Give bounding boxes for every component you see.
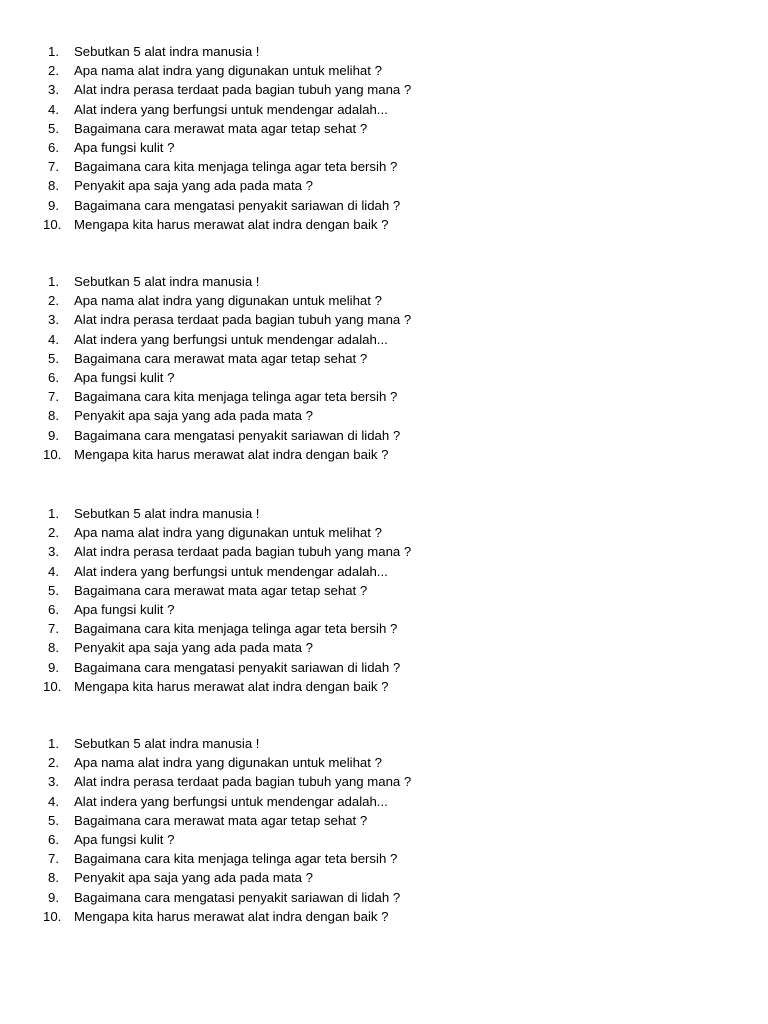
item-number: 5.: [48, 120, 59, 136]
item-text: Apa fungsi kulit ?: [74, 369, 175, 385]
item-text: Sebutkan 5 alat indra manusia !: [74, 44, 260, 59]
question-list-4: [43, 734, 728, 926]
item-text: Bagaimana cara mengatasi penyakit sariawan di lidah ?: [74, 427, 401, 443]
item-number: 6.: [48, 831, 59, 847]
question-list-2: [43, 272, 728, 464]
item-text: Bagaimana cara merawat mata agar tetap sehat ?: [74, 812, 368, 828]
list-item: [48, 387, 728, 406]
item-text: Penyakit apa saja yang ada pada mata ?: [74, 870, 314, 886]
list-item: [48, 868, 728, 887]
list-item: [48, 888, 728, 907]
list-item: [48, 542, 728, 561]
item-text: Penyakit apa saja yang ada pada mata ?: [74, 408, 314, 424]
list-item: [48, 658, 728, 677]
list-item: [48, 772, 728, 791]
list-item: [48, 406, 728, 425]
item-text: Apa nama alat indra yang digunakan untuk melihat ?: [74, 293, 382, 309]
item-text: Apa fungsi kulit ?: [74, 139, 175, 155]
item-text: Alat indera yang berfungsi untuk mendengar adalah...: [74, 331, 388, 347]
item-number: 5.: [48, 582, 59, 598]
item-text: Apa nama alat indra yang digunakan untuk melihat ?: [74, 755, 382, 771]
list-item: [48, 562, 728, 581]
question-list-3: [43, 504, 728, 696]
item-text: Bagaimana cara mengatasi penyakit sariawan di lidah ?: [74, 659, 401, 675]
item-text: Penyakit apa saja yang ada pada mata ?: [74, 640, 314, 656]
item-number: 10.: [43, 678, 62, 694]
item-number: 1.: [48, 44, 59, 59]
item-text: Apa fungsi kulit ?: [74, 601, 175, 617]
list-item: [48, 138, 728, 157]
item-number: 4.: [48, 331, 59, 347]
item-number: 6.: [48, 601, 59, 617]
item-text: Mengapa kita harus merawat alat indra dengan baik ?: [74, 678, 389, 694]
numbered-list: [43, 734, 728, 926]
item-text: Alat indra perasa terdaat pada bagian tubuh yang mana ?: [74, 544, 412, 560]
item-number: 7.: [48, 851, 59, 867]
item-number: 8.: [48, 178, 59, 194]
item-number: 4.: [48, 793, 59, 809]
list-item: [43, 907, 728, 926]
item-text: Penyakit apa saja yang ada pada mata ?: [74, 178, 314, 194]
list-item: [43, 677, 728, 696]
item-text: Bagaimana cara merawat mata agar tetap sehat ?: [74, 582, 368, 598]
item-number: 10.: [43, 908, 62, 924]
list-item: [48, 504, 728, 523]
list-item: [48, 330, 728, 349]
item-text: Alat indra perasa terdaat pada bagian tubuh yang mana ?: [74, 82, 412, 98]
item-number: 10.: [43, 216, 62, 232]
item-number: 3.: [48, 82, 59, 98]
item-number: 1.: [48, 736, 59, 751]
item-number: 7.: [48, 159, 59, 175]
item-text: Alat indera yang berfungsi untuk mendengar adalah...: [74, 563, 388, 579]
item-text: Alat indera yang berfungsi untuk mendengar adalah...: [74, 793, 388, 809]
item-number: 4.: [48, 563, 59, 579]
numbered-list: [43, 42, 728, 234]
item-number: 3.: [48, 774, 59, 790]
item-number: 1.: [48, 274, 59, 289]
item-number: 7.: [48, 621, 59, 637]
item-number: 7.: [48, 389, 59, 405]
item-number: 6.: [48, 369, 59, 385]
list-item: [48, 61, 728, 80]
item-number: 3.: [48, 544, 59, 560]
item-text: Apa nama alat indra yang digunakan untuk melihat ?: [74, 63, 382, 79]
item-number: 4.: [48, 101, 59, 117]
list-item: [48, 581, 728, 600]
list-item: [48, 523, 728, 542]
item-number: 3.: [48, 312, 59, 328]
item-number: 9.: [48, 427, 59, 443]
item-text: Apa fungsi kulit ?: [74, 831, 175, 847]
list-item: [48, 157, 728, 176]
list-item: [48, 368, 728, 387]
list-item: [48, 734, 728, 753]
item-text: Bagaimana cara kita menjaga telinga agar teta bersih ?: [74, 159, 398, 175]
item-number: 2.: [48, 63, 59, 79]
list-item: [48, 600, 728, 619]
item-text: Bagaimana cara merawat mata agar tetap sehat ?: [74, 120, 368, 136]
item-text: Sebutkan 5 alat indra manusia !: [74, 274, 260, 289]
numbered-list: [43, 504, 728, 696]
item-text: Mengapa kita harus merawat alat indra dengan baik ?: [74, 908, 389, 924]
item-text: Alat indra perasa terdaat pada bagian tubuh yang mana ?: [74, 312, 412, 328]
list-item: [48, 42, 728, 61]
item-number: 9.: [48, 889, 59, 905]
item-number: 5.: [48, 812, 59, 828]
item-number: 8.: [48, 408, 59, 424]
list-item: [48, 272, 728, 291]
list-item: [48, 811, 728, 830]
list-item: [48, 426, 728, 445]
item-number: 2.: [48, 293, 59, 309]
item-number: 10.: [43, 446, 62, 462]
list-item: [48, 100, 728, 119]
list-item: [48, 619, 728, 638]
item-text: Bagaimana cara kita menjaga telinga agar teta bersih ?: [74, 851, 398, 867]
item-text: Apa nama alat indra yang digunakan untuk melihat ?: [74, 525, 382, 541]
list-item: [48, 849, 728, 868]
list-item: [48, 291, 728, 310]
item-number: 1.: [48, 506, 59, 521]
numbered-list: [43, 272, 728, 464]
list-item: [48, 196, 728, 215]
item-text: Alat indera yang berfungsi untuk mendengar adalah...: [74, 101, 388, 117]
item-number: 5.: [48, 350, 59, 366]
item-number: 8.: [48, 870, 59, 886]
item-text: Sebutkan 5 alat indra manusia !: [74, 736, 260, 751]
item-text: Mengapa kita harus merawat alat indra dengan baik ?: [74, 446, 389, 462]
list-item: [48, 176, 728, 195]
list-item: [43, 215, 728, 234]
question-list-1: [43, 42, 728, 234]
list-item: [48, 349, 728, 368]
item-text: Bagaimana cara kita menjaga telinga agar teta bersih ?: [74, 621, 398, 637]
item-number: 6.: [48, 139, 59, 155]
list-item: [48, 638, 728, 657]
list-item: [43, 445, 728, 464]
item-number: 2.: [48, 755, 59, 771]
list-item: [48, 792, 728, 811]
list-item: [48, 119, 728, 138]
item-text: Alat indra perasa terdaat pada bagian tubuh yang mana ?: [74, 774, 412, 790]
list-item: [48, 80, 728, 99]
list-item: [48, 310, 728, 329]
item-text: Sebutkan 5 alat indra manusia !: [74, 506, 260, 521]
item-text: Bagaimana cara kita menjaga telinga agar teta bersih ?: [74, 389, 398, 405]
item-text: Bagaimana cara merawat mata agar tetap sehat ?: [74, 350, 368, 366]
list-item: [48, 753, 728, 772]
item-text: Mengapa kita harus merawat alat indra dengan baik ?: [74, 216, 389, 232]
item-text: Bagaimana cara mengatasi penyakit sariawan di lidah ?: [74, 889, 401, 905]
item-number: 9.: [48, 659, 59, 675]
item-text: Bagaimana cara mengatasi penyakit sariawan di lidah ?: [74, 197, 401, 213]
list-item: [48, 830, 728, 849]
item-number: 9.: [48, 197, 59, 213]
item-number: 8.: [48, 640, 59, 656]
item-number: 2.: [48, 525, 59, 541]
